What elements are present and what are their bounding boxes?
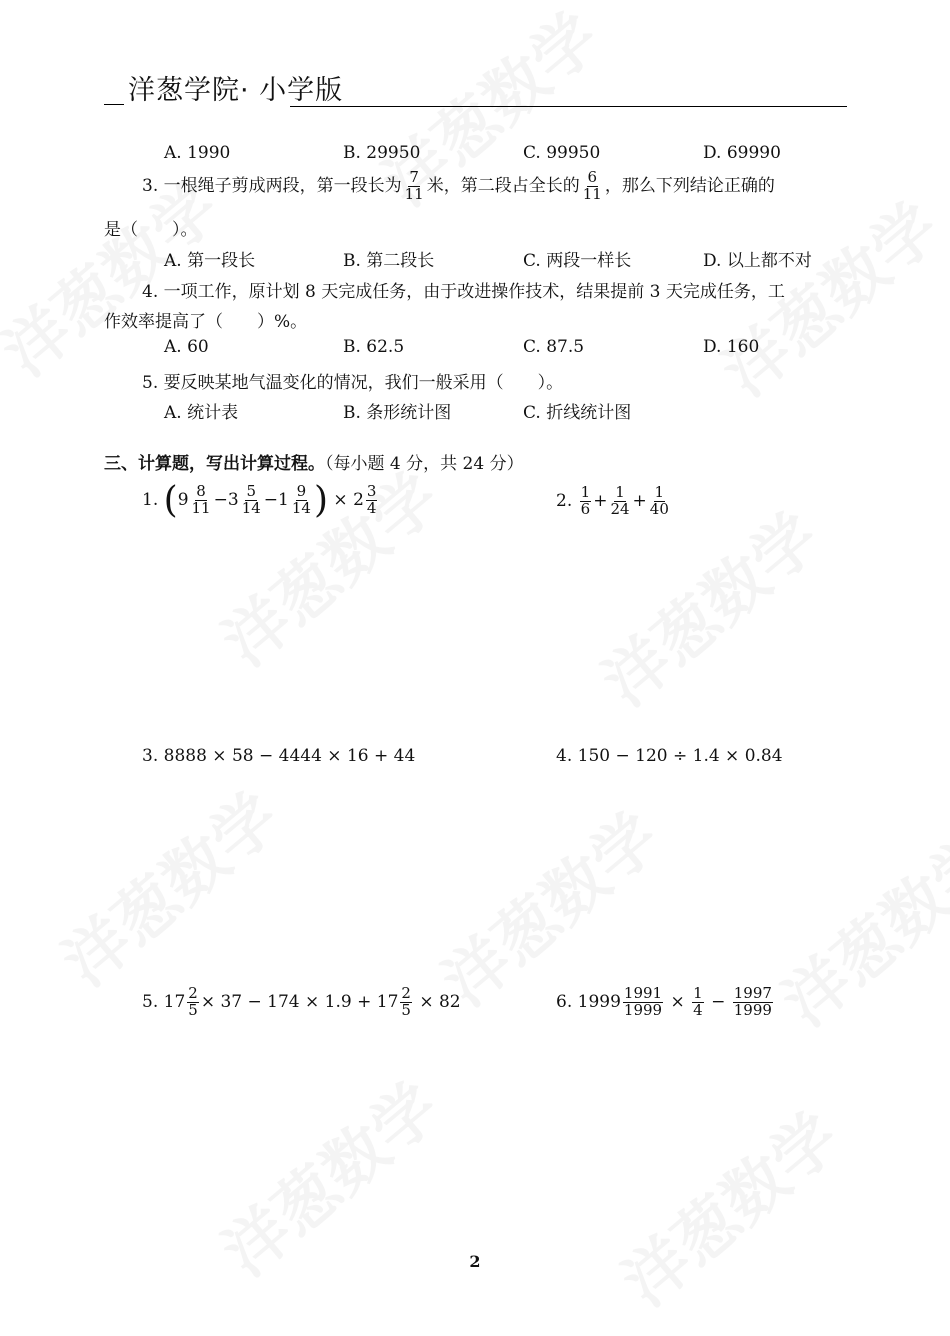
question-3-text-1: 一根绳子剪成两段，第一段长为 [163, 175, 402, 196]
fraction: $\frac{1}{6}$ [580, 483, 591, 518]
section-3-title: 三、计算题，写出计算过程。 [104, 454, 325, 474]
q5-option-a: A. 统计表 [164, 403, 239, 423]
watermark [600, 1088, 855, 1323]
watermark [760, 808, 950, 1043]
fraction: $\frac{5}{14}$ [241, 482, 261, 517]
question-3-number: 3. [142, 175, 159, 196]
fraction: $\frac{1}{4}$ [693, 984, 703, 1019]
fraction: $\frac{6}{11}$ [582, 168, 602, 203]
q3-option-c: C. 两段一样长 [523, 251, 632, 271]
q3-option-a: A. 第一段长 [164, 251, 256, 271]
fraction: $\frac{8}{11}$ [191, 482, 211, 517]
question-3-line-2: 是（ ）。 [104, 220, 198, 240]
header-lead-line [104, 104, 124, 105]
watermark [40, 768, 295, 1003]
fraction: $\frac{1}{40}$ [649, 483, 669, 518]
header-rule [290, 106, 847, 107]
section-3-heading [104, 449, 524, 474]
calc-6: 6. 1999 $\frac{1991}{1999}$ × $\frac{1}{4}$ − $\frac{1997}{1999}$ [556, 984, 772, 1019]
q5-option-b: B. 条形统计图 [343, 403, 452, 423]
calc-1: 1. (9 $\frac{8}{11}$ −3 $\frac{5}{14}$ −1 $\frac{9}{14}$ ) × 2 $\frac{3}{4}$ [142, 480, 377, 521]
q4-option-b: B. 62.5 [343, 337, 405, 357]
fraction: $\frac{1991}{1999}$ [623, 984, 663, 1019]
calc-5: 5. 17 $\frac{2}{5}$ × 37 − 174 × 1.9 + 17 $\frac{2}{5}$ × 82 [142, 984, 461, 1019]
q3-option-b: B. 第二段长 [343, 251, 435, 271]
prev-option-a: A. 1990 [164, 143, 231, 163]
question-4-line-2: 作效率提高了（ ）%。 [104, 312, 308, 332]
prev-option-c: C. 99950 [523, 143, 601, 163]
calc-2: 2. $\frac{1}{6}$ + $\frac{1}{24}$ + $\frac{1}{40}$ [556, 483, 669, 518]
watermark [580, 488, 835, 723]
prev-option-d: D. 69990 [703, 143, 781, 163]
fraction: $\frac{3}{4}$ [366, 482, 377, 517]
q4-option-d: D. 160 [703, 337, 760, 357]
question-3-text-3: ，那么下列结论正确的 [604, 175, 775, 196]
fraction: $\frac{1997}{1999}$ [733, 984, 772, 1019]
q4-option-c: C. 87.5 [523, 337, 585, 357]
fraction: $\frac{1}{24}$ [610, 483, 630, 518]
fraction: $\frac{2}{5}$ [188, 984, 198, 1019]
question-3-text-2: 米，第二段占全长的 [426, 175, 580, 196]
header-title: 洋葱学院· 小学版 [128, 75, 344, 106]
calc-3: 3. 8888 × 58 − 4444 × 16 + 44 [142, 746, 416, 766]
prev-option-b: B. 29950 [343, 143, 421, 163]
fraction: $\frac{9}{14}$ [291, 482, 311, 517]
fraction: $\frac{7}{11}$ [404, 168, 424, 203]
calc-4: 4. 150 − 120 ÷ 1.4 × 0.84 [556, 746, 783, 766]
q4-option-a: A. 60 [164, 337, 209, 357]
fraction: $\frac{2}{5}$ [401, 984, 411, 1019]
question-5-line-1: 5. 要反映某地气温变化的情况，我们一般采用（ ）。 [142, 373, 564, 393]
section-3-note: （每小题 4 分，共 24 分） [325, 454, 524, 474]
page-number: 2 [469, 1252, 481, 1271]
question-4-line-1: 4. 一项工作，原计划 8 天完成任务，由于改进操作技术，结果提前 3 天完成任务，工 [142, 282, 785, 302]
q3-option-d: D. 以上都不对 [703, 251, 812, 271]
question-3 [142, 170, 775, 203]
q5-option-c: C. 折线统计图 [523, 403, 632, 423]
